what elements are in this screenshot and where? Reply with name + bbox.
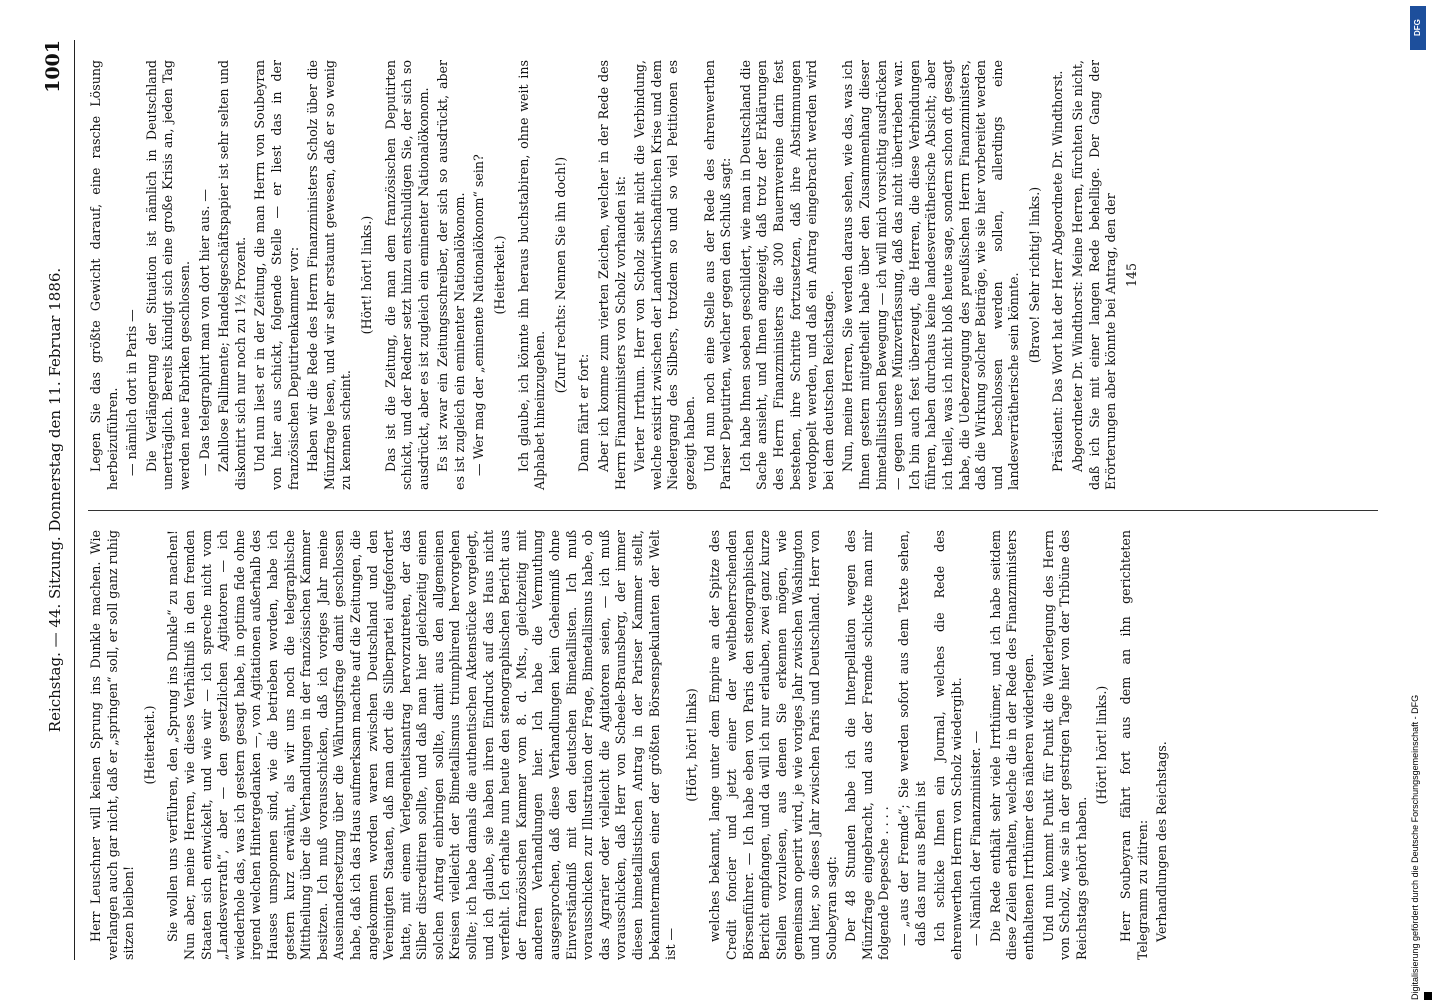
paragraph: Und nun liest er in der Zeitung, die man Herrn von Soubeyran von hier aus schickt, folgende Stelle — er liest das in der französischen Deputirtenkammer vor: bbox=[252, 60, 301, 490]
paragraph: Dann fährt er fort: bbox=[576, 353, 592, 472]
paragraph: Und nun noch eine Stelle aus der Rede des ehrenwerthen Pariser Deputirten, welcher gegen den Schluß sagt: bbox=[701, 60, 734, 490]
paragraph: Ich habe Ihnen soeben geschildert, wie man in Deutschland die Sache ansieht, und Ihnen angezeigt, daß trotz der Erklärungen des Herrn Finanzministers die 300 Bauernvereine darin fest bestehen, ihre Schritte fortzusetzen, daß ihre Abstimmungen verdoppelt werden, und daß ein Antrag eingebracht werden wird bei dem deutschen Reichstage. bbox=[737, 60, 836, 490]
column-divider bbox=[88, 510, 1378, 511]
corner-mark bbox=[1424, 992, 1432, 1000]
paragraph: Herr Soubeyran fährt fort aus dem an ihn gerichteten Telegramm zu zitiren: bbox=[1118, 530, 1150, 960]
dfg-logo: DFG bbox=[1410, 6, 1426, 50]
paragraph: — Nämlich der Finanzminister. — bbox=[968, 730, 984, 946]
header-title: Reichstag. — 44. Sitzung. Donnerstag den 11. Februar 1886. bbox=[46, 267, 64, 733]
paragraph: — Wer mag der „eminente Nationalökonom“ sein? bbox=[471, 154, 487, 476]
paragraph: Das ist die Zeitung, die man dem französischen Deputirten schickt, und der Redner setzt hinzu entschuldigen Sie, der sich so ausdrückt, aber es ist zugleich ein eminenter Nationalökonom. bbox=[382, 60, 431, 490]
paragraph: (Heiterkeit.) bbox=[492, 235, 508, 315]
paragraph: (Hört! hört! links.) bbox=[1094, 685, 1110, 805]
paragraph: Sie wollen uns verführen, den „Sprung ins Dunkle“ zu machen! Nun aber, meine Herren, wie dieses Verhältniß in den fremden Staaten sich entwickelt, und wie wir — ich spreche nicht vom „Landesverrath“, aber — den gesetzlichen Agitatoren — ich wiederhole das, was ich gestern gesagt habe, in optima fide ohne irgend welchen Hintergedanken —, von Agitationen außerhalb des Hauses umsponnen sind, wie die betrieben worden, habe ich gestern kurz erwähnt, als wir uns noch die telegraphische Mittheilung über die Verhandlungen in der französischen Kammer besitzen. Ich muß vorausschicken, daß ich voriges Jahr meine Auseinandersetzung über die Währungsfrage damit geschlossen habe, daß ich das Haus aufmerksam machte auf die Zeitungen, die angekommen worden waren zwischen Deutschland und den Vereinigten Staaten, daß man dort die Silberpartei aufgefordert hatte, mit einem Verlegenheitsantrag hervorzutreten, der das Silber discreditiren sollte, und daß man hier gleichzeitig einen solchen Antrag einbringen sollte, damit aus den allgemeinen Kreisen vielleicht der Bimetallismus triumphirend hervorgehen sollte; ich habe damals die authentischen Aktenstücke vorgelegt, und ich glaube, sie haben ihren Eindruck auf das Haus nicht verfehlt. Ich erhalte nun heute den stenographischen Bericht aus der französischen Kammer vom 8. d. Mts., gleichzeitig mit anderen Verhandlungen hier. Ich habe die Vermuthung ausgesprochen, daß diese Verhandlungen kein Geheimniß ohne Einverständniß mit den deutschen Bimetallisten. Ich muß vorausschicken zur Illustration der Frage, Bimetallismus habe, ob das Agrarier oder vielleicht die Agitatoren seien, — ich muß vorausschicken, daß Herr von Scheele-Braunsberg, der immer diesen bimetallistischen Antrag in der Pariser Kammer stellt, bekanntermaßen einer der größten Börsenspekulanten der Welt ist — bbox=[165, 530, 679, 960]
digitization-note-text: Digitalisierung gefördert durch die Deutsche Forschungsgemeinschaft - DFG bbox=[1410, 694, 1420, 1000]
paragraph: Die Rede enthält sehr viele Irrthümer, und ich habe seitdem diese Zeilen erhalten, welche die in der Rede des Finanzministers enthaltenen Irrthümer des näheren widerlegen. bbox=[987, 530, 1037, 960]
paragraph: Aber ich komme zum vierten Zeichen, welcher in der Rede des Herrn Finanzministers von Scholz vorhanden ist: bbox=[596, 60, 628, 490]
paragraph: (Bravo! Sehr richtig! links.) bbox=[1026, 186, 1042, 364]
paragraph: — Das telegraphirt man von dort hier aus. — bbox=[196, 189, 212, 476]
paragraph: Verhandlungen des Reichstags. bbox=[1154, 741, 1170, 942]
paragraph: (Hört! hört! links.) bbox=[358, 215, 374, 335]
digitization-note bbox=[1410, 0, 1424, 1000]
paragraph: welches bekannt, lange unter dem Empire an der Spitze des Credit foncier und jetzt einer der weltbeherrschenden Börsenführer. — Ich habe eben von Paris den stenographischen Bericht empfangen, und da will ich nur erlauben, zwei ganz kurze Stellen vorzulesen, aus denen Sie erkennen mögen, wie gemeinsam operirt wird, je wie voriges Jahr zwischen Washington und hier, so dieses Jahr zwischen Paris und Deutschland. Herr von Soubeyran sagt: bbox=[707, 530, 839, 960]
paragraph: Ich glaube, ich könnte ihn heraus buchstabiren, ohne weit ins Alphabet hineinzugehen. bbox=[515, 60, 548, 490]
paragraph: Vierter Irrthum. Herr von Scholz sieht nicht die Verbindung, welche existirt zwischen der Landwirthschaftlichen Krise und dem Niedergang des Silbers, trotzdem so und so viel Petitionen es gezeigt haben. bbox=[632, 60, 697, 490]
paragraph: Abgeordneter Dr. Windthorst: Meine Herren, fürchten Sie nicht, daß ich Sie mit einer langen Rede behellige. Der Gang der Erörterungen aber könnte bei Antrag, den der bbox=[1070, 60, 1119, 490]
paragraph: Und nun kommt Punkt für Punkt die Widerlegung des Herrn von Scholz, wie sie in der gestrigen Tage hier von der Tribüne des Reichstags gehört haben. bbox=[1040, 530, 1089, 960]
paragraph: Haben wir die Rede des Herrn Finanzministers Scholz über die Münzfrage lesen, und wir sehr erstaunt gewesen, daß er so wenig zu kennen scheint. bbox=[305, 60, 354, 490]
paragraph: (Hört, hört! links) bbox=[683, 688, 699, 802]
paragraph: Präsident: Das Wort hat der Herr Abgeordnete Dr. Windthorst. bbox=[1050, 70, 1066, 472]
paragraph: Der 48 Stunden habe ich die Interpellation wegen des Münzfrage eingebracht, und aus der Fremde schickte man mir folgende Depesche . . . . bbox=[843, 530, 892, 960]
paragraph: — „aus der Fremde“; Sie werden sofort aus dem Texte sehen, daß das nur aus Berlin ist bbox=[895, 530, 928, 946]
page-number: 1001 bbox=[42, 40, 64, 93]
left-column bbox=[88, 530, 1174, 960]
page-header bbox=[40, 40, 75, 960]
paragraph: 145 bbox=[1123, 262, 1139, 288]
paragraph: (Heiterkeit.) bbox=[141, 705, 157, 785]
paragraph: Die Verlängerung der Situation ist nämlich in Deutschland unerträglich. Bereits kündigt sich eine große Krisis an, jeden Tag werden neue Fabriken geschlossen. bbox=[143, 60, 192, 490]
right-column bbox=[88, 60, 1147, 490]
paragraph: Herr Leuschner will keinen Sprung ins Dunkle machen. Wie verlangen auch gar nicht, daß er „springen“ soll, er soll ganz ruhig sitzen bleiben! bbox=[88, 530, 137, 960]
paragraph: Ich schicke Ihnen ein Journal, welches die Rede des ehrenwerthen Herrn von Scholz wiedergibt. bbox=[932, 530, 964, 960]
paragraph: Zahllose Fallimente; Handelsgeschäftspapier ist sehr selten und diskontirt sich nur noch zu 1½ Prozent. bbox=[216, 60, 248, 490]
paragraph: Es ist zwar ein Zeitungsschreiber, der sich so ausdrückt, aber es ist zugleich ein eminenter Nationalökonom. bbox=[435, 60, 467, 490]
paragraph: (Zuruf rechts: Nennen Sie ihn doch!) bbox=[552, 156, 568, 394]
paragraph: — nämlich dort in Paris — bbox=[124, 309, 140, 476]
paragraph: Nun, meine Herren, Sie werden daraus sehen, wie das, was ich Ihnen gestern mitgetheilt habe über den Zusammenhang dieser bimetallistischen Bewegung — ich will mich vorsichtig ausdrücken — gegen unsere Münzverfassung, daß das nicht übertrieben war. Ich bin auch fest überzeugt, die Herren, die diese Verbindungen führen, haben durchaus keine landesverrätherische Absicht; aber ich theile, was ich nicht bloß heute sage, sondern schon oft gesagt habe, die Ueberzeugung des preußischen Herrn Finanzministers, daß die Wirkung solcher Beiträge, wie sie hier vorbereitet werden und beschlossen werden sollen, allerdings eine landesverrätherische sein könnte. bbox=[840, 60, 1022, 490]
paragraph: Legen Sie das größte Gewicht darauf, eine rasche Lösung herbeizuführen. bbox=[88, 60, 120, 490]
